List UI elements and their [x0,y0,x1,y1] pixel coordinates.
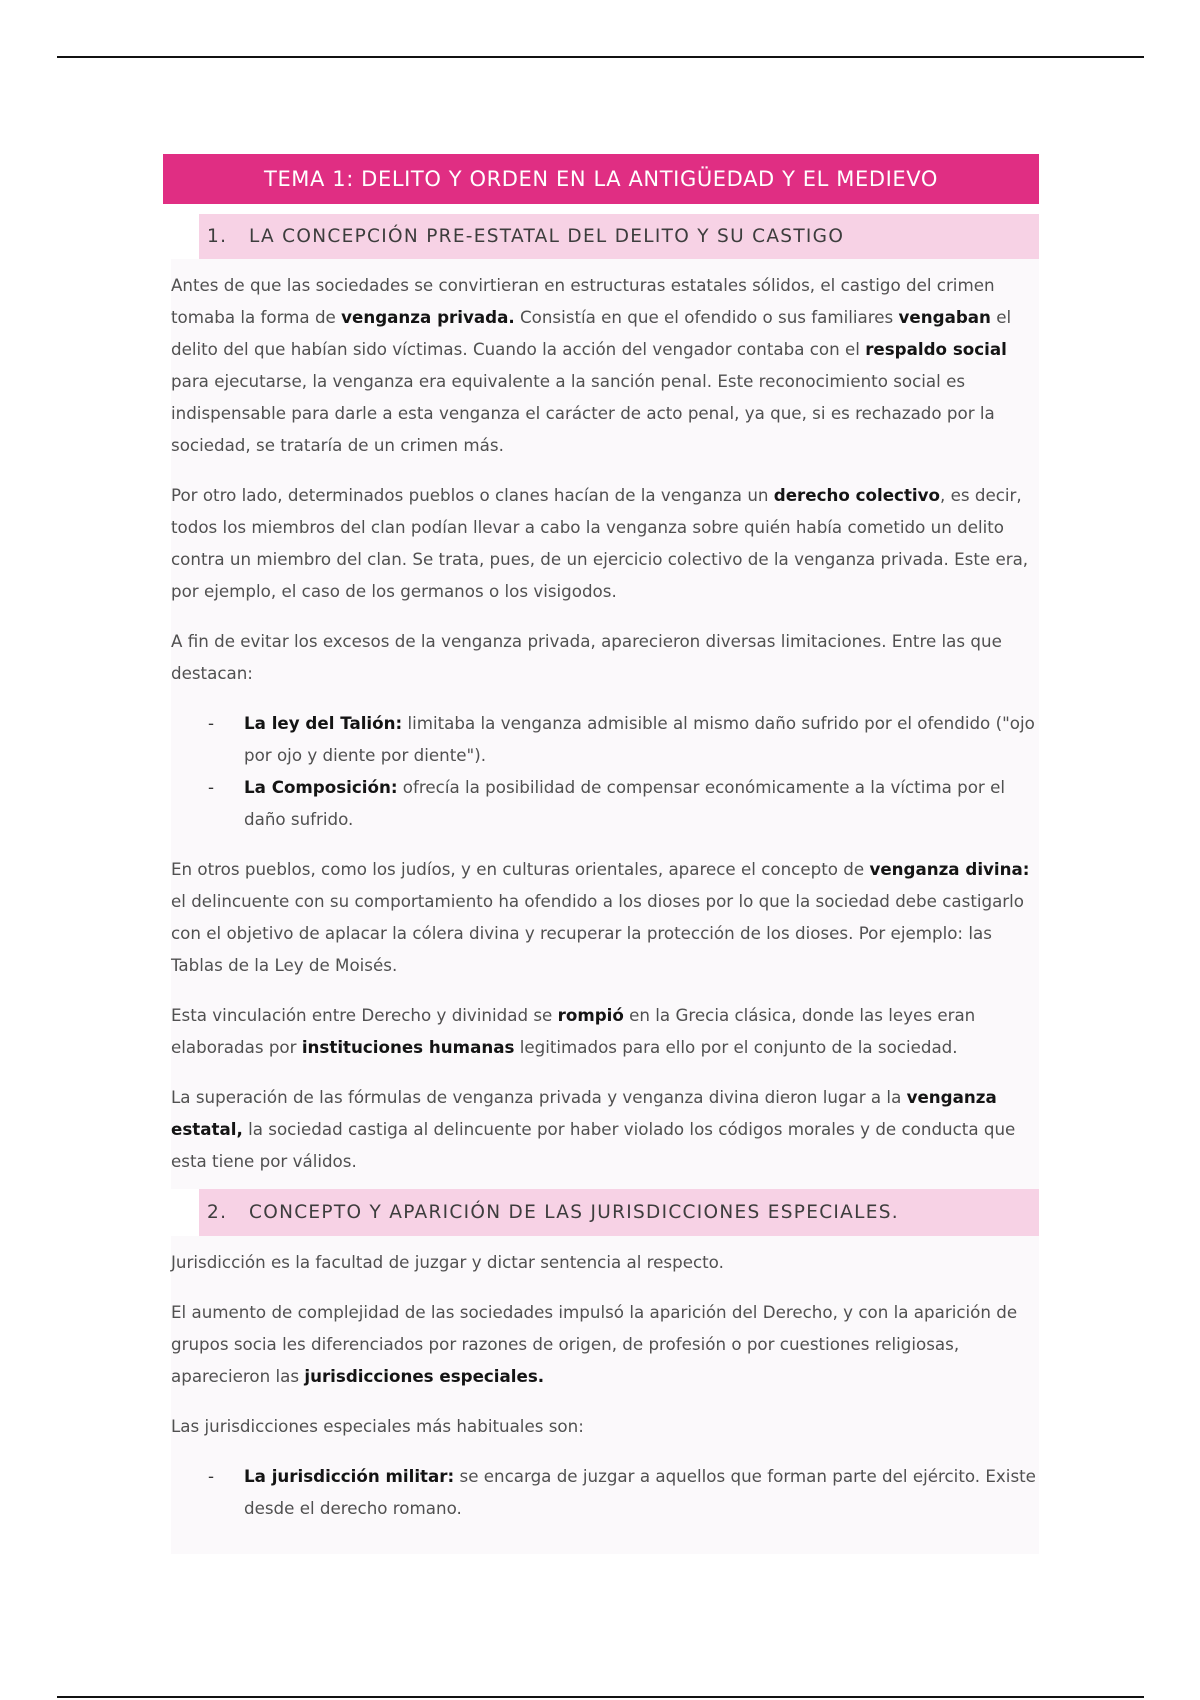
paragraph: En otros pueblos, como los judíos, y en culturas orientales, aparece el concepto de venganza divina: el delincuente con su comportamiento ha ofendido a los dioses por lo que la sociedad debe castigarlo con el objetivo de aplacar la cólera divina y recuperar la protección de los dioses. Por ejemplo: las Tablas de la Ley de Moisés. [171,859,1030,975]
top-rule [57,56,1144,58]
list-item: - La jurisdicción militar: se encarga de juzgar a aquellos que forman parte del ejército. Existe desde el derecho romano. [244,1460,1039,1524]
paragraph: Por otro lado, determinados pueblos o clanes hacían de la venganza un derecho colectivo, es decir, todos los miembros del clan podían llevar a cabo la venganza sobre quién había cometido un delito contra un miembro del clan. Se trata, pues, de un ejercicio colectivo de la venganza privada. Este era, por ejemplo, el caso de los germanos o los visigodos. [171,485,1029,601]
paragraph: El aumento de complejidad de las sociedades impulsó la aparición del Derecho, y con la aparición de grupos socia les diferenciados por razones de origen, de profesión o por cuestiones religiosas, aparecieron las jurisdicciones especiales. [171,1302,1018,1386]
section-title: CONCEPTO Y APARICIÓN DE LAS JURISDICCIONES ESPECIALES. [249,1202,899,1223]
section-number: 1. [207,226,228,247]
document-body [163,154,1039,1554]
section-heading-2 [199,1189,1039,1236]
paragraph: La superación de las fórmulas de venganza privada y venganza divina dieron lugar a la venganza estatal, la sociedad castiga al delincuente por haber violado los códigos morales y de conducta que esta tiene por válidos. [171,1087,1016,1171]
document-title: TEMA 1: DELITO Y ORDEN EN LA ANTIGÜEDAD Y EL MEDIEVO [163,154,1039,204]
dash-bullet: - [208,777,215,797]
bottom-rule [57,1696,1144,1698]
dash-bullet: - [208,713,215,733]
jurisdictions-list [171,1460,1039,1524]
section-title: LA CONCEPCIÓN PRE-ESTATAL DEL DELITO Y SU CASTIGO [249,226,845,247]
paragraph: Antes de que las sociedades se convirtieran en estructuras estatales sólidos, el castigo del crimen tomaba la forma de venganza privada. Consistía en que el ofendido o sus familiares vengaban el delito del que habían sido víctimas. Cuando la acción del vengador contaba con el respaldo social para ejecutarse, la venganza era equivalente a la sanción penal. Este reconocimiento social es indispensable para darle a esta venganza el carácter de acto penal, ya que, si es rechazado por la sociedad, se trataría de un crimen más. [171,275,1012,455]
paragraph: Jurisdicción es la facultad de juzgar y dictar sentencia al respecto. [171,1252,724,1272]
list-item: - La ley del Talión: limitaba la venganza admisible al mismo daño sufrido por el ofendido ("ojo por ojo y diente por diente"). [244,707,1039,771]
section-1-body [171,259,1039,1189]
paragraph: A fin de evitar los excesos de la venganza privada, aparecieron diversas limitaciones. Entre las que destacan: [171,631,1002,683]
paragraph: Las jurisdicciones especiales más habituales son: [171,1416,584,1436]
section-number: 2. [207,1202,228,1223]
paragraph: Esta vinculación entre Derecho y divinidad se rompió en la Grecia clásica, donde las leyes eran elaboradas por instituciones humanas legitimados para ello por el conjunto de la sociedad. [171,1005,976,1057]
dash-bullet: - [208,1466,215,1486]
limitations-list [171,707,1039,835]
section-heading-1 [199,214,1039,259]
list-item: - La Composición: ofrecía la posibilidad de compensar económicamente a la víctima por el daño sufrido. [244,771,1039,835]
section-2-body [171,1236,1039,1554]
